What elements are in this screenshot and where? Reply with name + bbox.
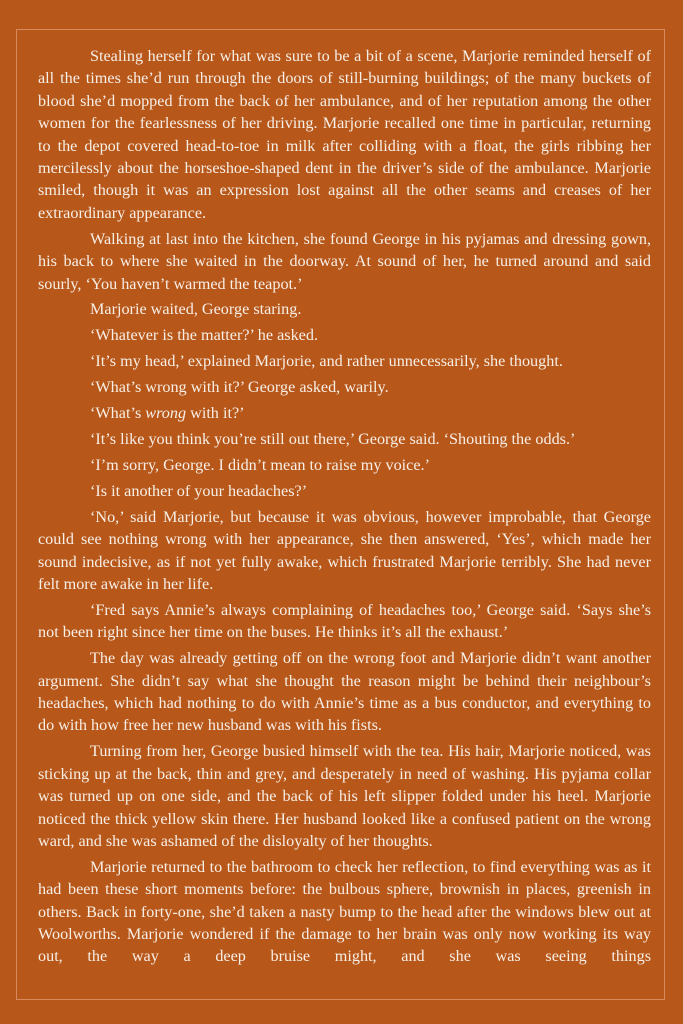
paragraph-13: The day was already getting off on the wrong foot and Marjorie didn’t want another argument. She didn’t say what she thought the reason might be behind their neighbour’s headaches, which had nothing to do with Annie’s time as a bus conductor, and everything to do with how free her new husband was with his fists. bbox=[38, 649, 651, 735]
paragraph-4: ‘Whatever is the matter?’ he asked. bbox=[90, 326, 319, 345]
paragraph-11: ‘No,’ said Marjorie, but because it was obvious, however improbable, that George could see nothing wrong with her appearance, she then answered, ‘Yes’, which made her sound indecisive, as if not yet fully awake, which frustrated Marjorie terribly. She had never felt more awake in her life. bbox=[38, 507, 651, 593]
paragraph-7-after: with it?’ bbox=[186, 404, 245, 423]
paragraph-3: Marjorie waited, George staring. bbox=[90, 300, 302, 319]
story-text bbox=[38, 45, 651, 971]
paragraph-5: ‘It’s my head,’ explained Marjorie, and rather unnecessarily, she thought. bbox=[90, 352, 563, 371]
paragraph-2: Walking at last into the kitchen, she found George in his pyjamas and dressing gown, his back to where she waited in the doorway. At sound of her, he turned around and said sourly, ‘You haven’t warmed the teapot.’ bbox=[38, 229, 651, 293]
paragraph-7 bbox=[38, 402, 651, 424]
paragraph-10: ‘Is it another of your headaches?’ bbox=[90, 481, 308, 500]
paragraph-8: ‘It’s like you think you’re still out there,’ George said. ‘Shouting the odds.’ bbox=[90, 430, 576, 448]
paragraph-14: Turning from her, George busied himself with the tea. His hair, Marjorie noticed, was sticking up at the back, thin and grey, and desperately in need of washing. His pyjama collar was turned up on one side, and the back of his left slipper folded under his heel. Marjorie noticed the thick yellow skin there. Her husband looked like a confused patient on the wrong ward, and she was ashamed of the disloyalty of her thoughts. bbox=[38, 742, 651, 850]
paragraph-15: Marjorie returned to the bathroom to check her reflection, to find everything was as it had been these short moments before: the bulbous sphere, brownish in places, greenish in others. Back in forty-one, she’d taken a nasty bump to the head after the windows blew out at Woolworths. Marjorie wondered if the damage to her brain was only now working its way out, the way a deep bruise might, and she was seeing things bbox=[38, 857, 651, 966]
emphasis-wrong: wrong bbox=[145, 404, 187, 423]
paragraph-12: ‘Fred says Annie’s always complaining of headaches too,’ George said. ‘Says she’s not been right since her time on the buses. He thinks it’s all the exhaust.’ bbox=[38, 600, 651, 642]
paragraph-7-before: ‘What’s bbox=[90, 404, 146, 423]
paragraph-1: Stealing herself for what was sure to be a bit of a scene, Marjorie reminded herself of all the times she’d run through the doors of still-burning buildings; of the many buckets of blood she’d mopped from the back of her ambulance, and of her reputation among the other women for the fearlessness of her driving. Marjorie recalled one time in particular, returning to the depot covered head-to-toe in milk after colliding with a float, the girls ribbing her mercilessly about the horseshoe-shaped dent in the driver’s side of the ambulance. Marjorie smiled, though it was an expression lost against all the other seams and creases of her extraordinary appearance. bbox=[38, 47, 651, 222]
paragraph-9: ‘I’m sorry, George. I didn’t mean to raise my voice.’ bbox=[90, 455, 430, 474]
paragraph-6: ‘What’s wrong with it?’ George asked, warily. bbox=[90, 378, 389, 397]
